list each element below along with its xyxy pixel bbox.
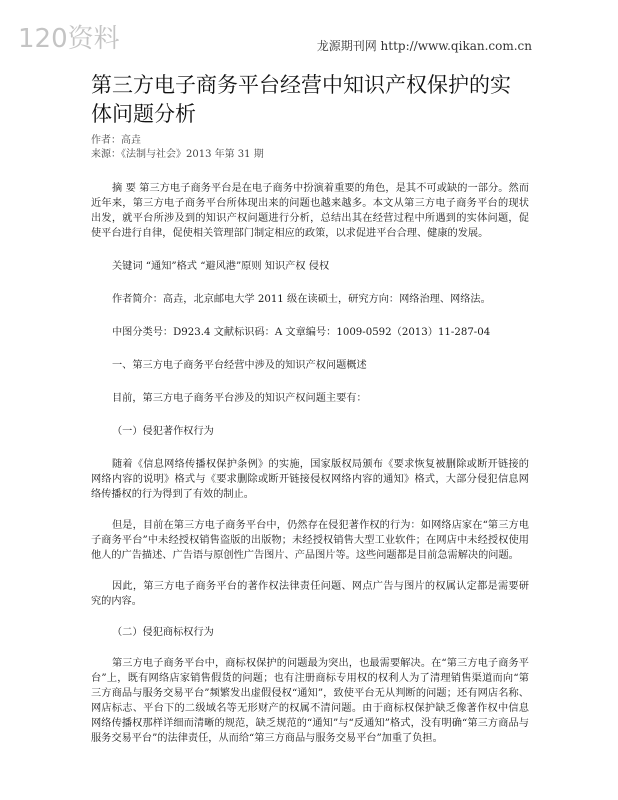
article-author: 作者：高垚 — [91, 135, 141, 146]
body-paragraph: 第三方电子商务平台中，商标权保护的问题最为突出，也最需要解决。在“第三方电子商务平台”上，既有网络店家销售假货的问题；也有注册商标专用权的权利人为了清理销售渠道而向“第三方商品与服务交易平台”频繁发出虚假侵权“通知”，致使平台无从判断的问题；还有网店名称、网店标志、平台下的二级域名等无形财产的权属不清问题。由于商标权保护缺乏像著作权中信息网络传播权那样详细而清晰的规范，缺乏规范的“通知”与“反通知”格式，没有明确“第三方商品与服务交易平台”的法律责任，从而给“第三方商品与服务交易平台”加重了负担。 — [91, 658, 529, 744]
body-paragraph: 目前，第三方电子商务平台涉及的知识产权问题主要有： — [112, 393, 367, 404]
source-header[interactable]: 龙源期刊网 http://www.qikan.com.cn — [316, 39, 532, 53]
abstract-paragraph: 摘 要 第三方电子商务平台是在电子商务中扮演着重要的角色，是其不可或缺的一部分。然而近年来，第三方电子商务平台所体现出来的问题也越来越多。本文从第三方电子商务平台的现状出发，就平台所涉及到的知识产权问题进行分析，总结出其在经营过程中所遇到的实体问题，促使平台进行自律，促使相关管理部门制定相应的政策，以求促进平台合理、健康的发展。 — [91, 183, 529, 239]
body-paragraph: 因此，第三方电子商务平台的著作权法律责任问题、网点广告与图片的权属认定都是需要研究的内容。 — [91, 581, 529, 607]
article-title: 第三方电子商务平台经营中知识产权保护的实体问题分析 — [91, 73, 511, 126]
section-heading-1: 一、第三方电子商务平台经营中涉及的知识产权问题概述 — [112, 360, 367, 371]
article-page — [91, 71, 529, 746]
subsection-heading-copyright: （一）侵犯著作权行为 — [112, 426, 214, 437]
article-source: 来源：《法制与社会》2013 年第 31 期 — [91, 149, 264, 160]
classification-paragraph: 中图分类号：D923.4 文献标识码：A 文章编号：1009-0592（2013）11-287-04 — [112, 327, 491, 338]
subsection-heading-trademark: （二）侵犯商标权行为 — [112, 627, 214, 638]
body-paragraph: 随着《信息网络传播权保护条例》的实施，国家版权局颁布《要求恢复被删除或断开链接的网络内容的说明》格式与《要求删除或断开链接侵权网络内容的通知》格式，大部分侵犯信息网络传播权的行为得到了有效的制止。 — [91, 459, 529, 500]
author-bio-paragraph: 作者简介：高垚，北京邮电大学 2011 级在读硕士，研究方向：网络治理、网络法。 — [112, 294, 491, 305]
keywords-paragraph: 关键词 “通知”格式 “避风港”原则 知识产权 侵权 — [112, 261, 330, 272]
watermark: 120资料 — [18, 24, 120, 54]
body-paragraph: 但是，目前在第三方电子商务平台中，仍然存在侵犯著作权的行为：如网络店家在“第三方电子商务平台”中未经授权销售盗版的出版物；未经授权销售大型工业软件；在网店中未经授权使用他人的广告描述、广告语与原创性广告图片、产品图片等。这些问题都是目前急需解决的问题。 — [91, 520, 529, 561]
